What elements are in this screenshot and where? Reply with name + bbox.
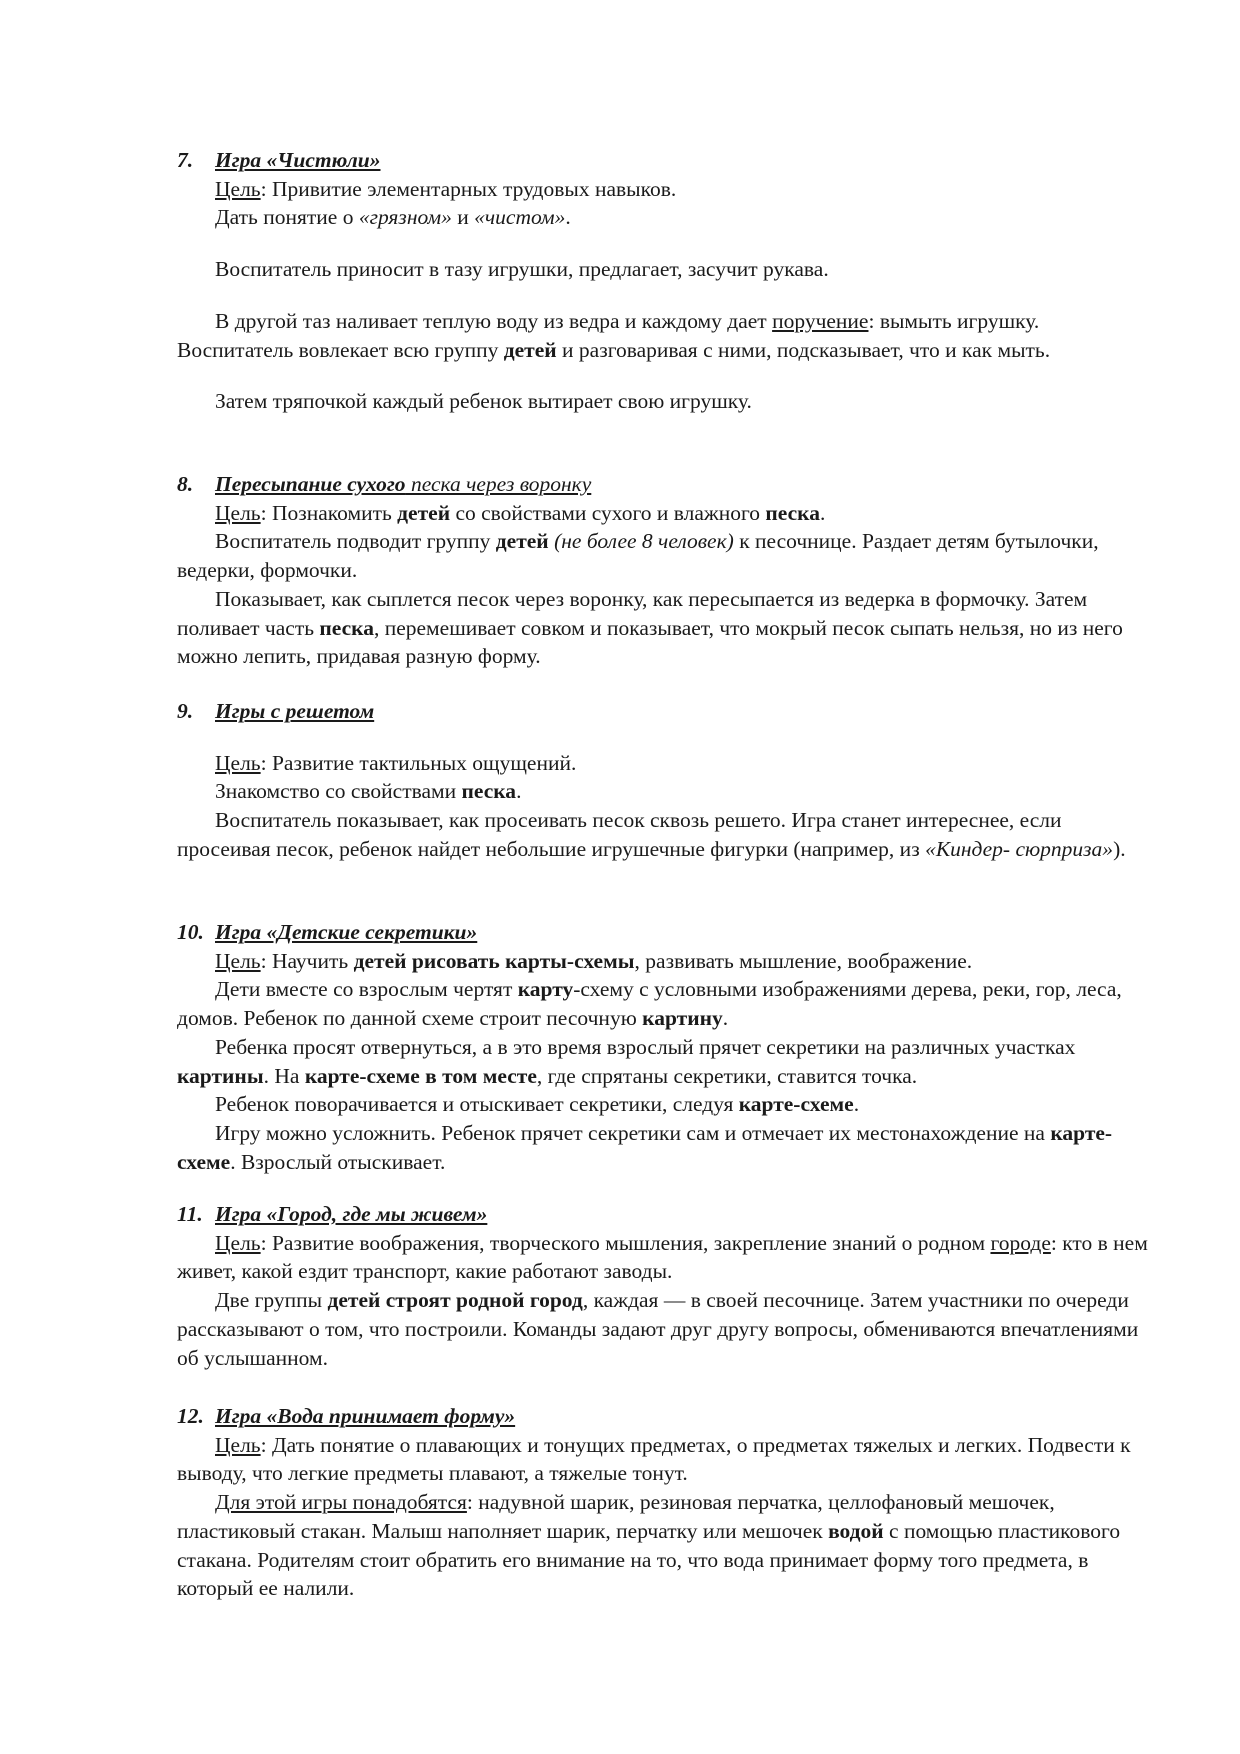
section-9-paragraph-1: Воспитатель показывает, как просеивать песок сквозь решето. Игра станет интереснее, если просеивая песок, ребенок найдет небольшие игрушечные фигурки (например, из «Киндер- сюрприза»).: [177, 808, 1126, 861]
section-7-title: 7. Игра «Чистюли»: [177, 148, 381, 172]
section-10: [177, 918, 1155, 1176]
section-9-line2: Знакомство со свойствами песка.: [215, 779, 522, 804]
section-9: [177, 697, 1155, 864]
section-7-goal: Цель: Привитие элементарных трудовых навыков.: [215, 176, 677, 201]
section-10-paragraph-2: Ребенка просят отвернуться, а в это время взрослый прячет секретики на различных участках картины. На карте-схеме в том месте, где спрятаны секретики, ставится точка.: [177, 1034, 1076, 1088]
section-12-paragraph-1: Для этой игры понадобятся: надувной шарик, резиновая перчатка, целлофановый мешочек, пластиковый стакан. Малыш наполняет шарик, перчатку или мешочек водой с помощью пластикового стакана. Родителям стоит обратить его внимание на то, что вода принимает форму того предмета, в который ее налили.: [177, 1490, 1121, 1601]
section-7-line2: Дать понятие о «грязном» и «чистом».: [215, 205, 571, 230]
section-8-title: 8. Пересыпание сухого песка через воронку: [177, 472, 592, 496]
section-8: [177, 470, 1155, 671]
section-10-goal: Цель: Научить детей рисовать карты-схемы, развивать мышление, воображение.: [215, 948, 973, 973]
section-7-paragraph-2: В другой таз наливает теплую воду из ведра и каждому дает поручение: вымыть игрушку. Воспитатель вовлекает всю группу детей и разговаривая с ними, подсказывает, что и как мыть.: [177, 308, 1051, 362]
section-10-paragraph-4: Игру можно усложнить. Ребенок прячет секретики сам и отмечает их местонахождение на карте-схеме. Взрослый отыскивает.: [177, 1120, 1113, 1174]
section-10-title: 10. Игра «Детские секретики»: [177, 920, 478, 944]
section-7-paragraph-3: Затем тряпочкой каждый ребенок вытирает свою игрушку.: [215, 389, 752, 414]
section-12-goal: Цель: Дать понятие о плавающих и тонущих предметах, о предметах тяжелых и легких. Подвести к выводу, что легкие предметы плавают, а тяжелые тонут.: [177, 1432, 1131, 1486]
section-11: [177, 1200, 1155, 1372]
section-9-goal: Цель: Развитие тактильных ощущений.: [215, 750, 577, 775]
section-11-paragraph-1: Две группы детей строят родной город, каждая — в своей песочнице. Затем участники по очереди рассказывают о том, что построили. Команды задают друг другу вопросы, обмениваются впечатлениями об услышанном.: [177, 1288, 1139, 1370]
section-10-paragraph-1: Дети вместе со взрослым чертят карту-схему с условными изображениями дерева, реки, гор, леса, домов. Ребенок по данной схеме строит песочную картину.: [177, 977, 1122, 1031]
section-8-paragraph-1: Воспитатель подводит группу детей (не более 8 человек) к песочнице. Раздает детям бутылочки, ведерки, формочки.: [177, 529, 1099, 583]
section-9-title: 9. Игры с решетом: [177, 699, 375, 723]
section-10-paragraph-3: Ребенок поворачивается и отыскивает секретики, следуя карте-схеме.: [215, 1092, 860, 1117]
section-8-paragraph-2: Показывает, как сыплется песок через воронку, как пересыпается из ведерка в формочку. Затем поливает часть песка, перемешивает совком и показывает, что мокрый песок сыпать нельзя, но из него можно лепить, придавая разную форму.: [177, 586, 1123, 669]
section-11-goal: Цель: Развитие воображения, творческого мышления, закрепление знаний о родном городе: кто в нем живет, какой ездит транспорт, какие работают заводы.: [177, 1230, 1148, 1284]
section-12: [177, 1402, 1155, 1603]
section-8-goal: Цель: Познакомить детей со свойствами сухого и влажного песка.: [215, 500, 826, 525]
section-7: [177, 146, 1155, 416]
section-12-title: 12. Игра «Вода принимает форму»: [177, 1404, 516, 1428]
section-7-paragraph-1: Воспитатель приносит в тазу игрушки, предлагает, засучит рукава.: [215, 257, 829, 282]
section-11-title: 11. Игра «Город, где мы живем»: [177, 1202, 488, 1226]
